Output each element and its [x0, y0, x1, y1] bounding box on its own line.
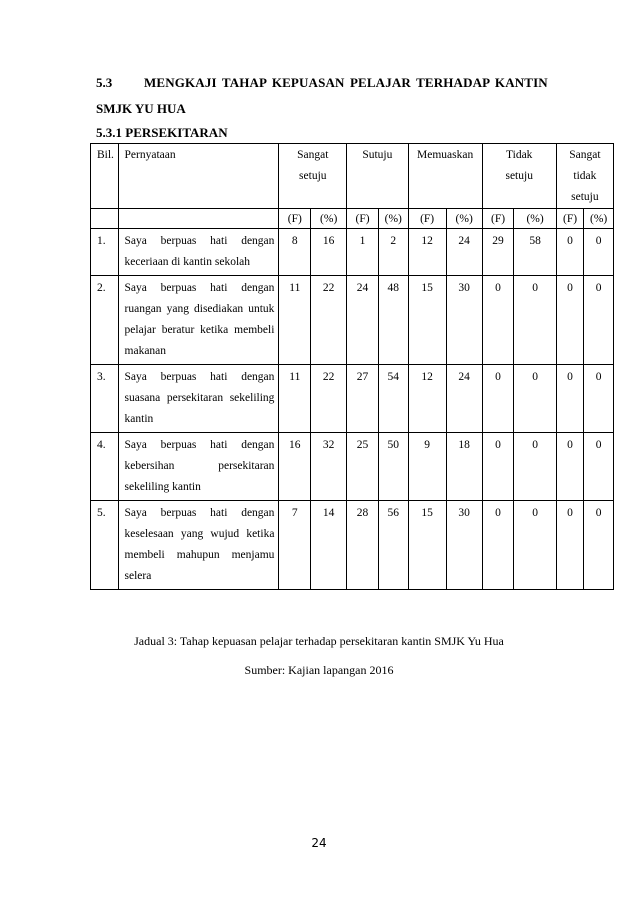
cell-value: 2	[378, 229, 408, 276]
table-source: Sumber: Kajian lapangan 2016	[244, 663, 394, 677]
table-caption: Jadual 3: Tahap kepuasan pelajar terhadap persekitaran kantin SMJK Yu Hua	[134, 634, 504, 648]
cell-value: 11	[279, 276, 311, 365]
cell-value: 50	[378, 433, 408, 501]
cell-value: 12	[408, 229, 446, 276]
subheader-pct: (%)	[378, 209, 408, 229]
cell-value: 7	[279, 501, 311, 590]
cell-value: 22	[311, 365, 347, 433]
subheader-pct: (%)	[514, 209, 556, 229]
cell-value: 18	[446, 433, 482, 501]
cell-value: 9	[408, 433, 446, 501]
cell-value: 0	[514, 433, 556, 501]
row-statement: Saya berpuas hati dengan ruangan yang disediakan untuk pelajar beratur ketika membeli makanan	[118, 276, 279, 365]
row-number: 3.	[91, 365, 119, 433]
row-statement: Saya berpuas hati dengan keceriaan di kantin sekolah	[118, 229, 279, 276]
cell-value: 56	[378, 501, 408, 590]
header-bil: Bil.	[91, 144, 119, 209]
cell-value: 30	[446, 501, 482, 590]
subheader-f: (F)	[279, 209, 311, 229]
cell-value: 0	[556, 365, 584, 433]
cell-value: 0	[482, 276, 514, 365]
cell-value: 32	[311, 433, 347, 501]
cell-value: 0	[584, 365, 614, 433]
header-statement: Pernyataan	[118, 144, 279, 209]
cell-value: 27	[347, 365, 379, 433]
cell-value: 0	[556, 276, 584, 365]
row-statement: Saya berpuas hati dengan keselesaan yang wujud ketika membeli mahupun menjamu selera	[118, 501, 279, 590]
cell-value: 0	[514, 365, 556, 433]
table-header-row	[91, 144, 614, 209]
cell-value: 24	[446, 229, 482, 276]
cell-value: 24	[446, 365, 482, 433]
row-number: 4.	[91, 433, 119, 501]
cell-value: 0	[482, 433, 514, 501]
subheader-pct: (%)	[446, 209, 482, 229]
section-title-line2: SMJK YU HUA	[96, 101, 186, 116]
table-row	[91, 433, 614, 501]
section-title-line1: MENGKAJI TAHAP KEPUASAN PELAJAR TERHADAP KANTIN	[144, 75, 548, 90]
cell-value: 11	[279, 365, 311, 433]
row-statement: Saya berpuas hati dengan suasana persekitaran sekeliling kantin	[118, 365, 279, 433]
section-number: 5.3	[96, 75, 113, 90]
cell-value: 8	[279, 229, 311, 276]
subheader-f: (F)	[482, 209, 514, 229]
cell-value: 0	[584, 433, 614, 501]
subheader-f: (F)	[556, 209, 584, 229]
cell-value: 16	[311, 229, 347, 276]
cell-value: 0	[584, 276, 614, 365]
cell-value: 0	[584, 501, 614, 590]
cell-value: 0	[556, 433, 584, 501]
subheader-f: (F)	[408, 209, 446, 229]
section-heading	[96, 75, 548, 91]
cell-value: 15	[408, 276, 446, 365]
cell-value: 25	[347, 433, 379, 501]
row-number: 5.	[91, 501, 119, 590]
header-tidak-setuju: Tidak setuju	[482, 144, 556, 209]
header-setuju: Sutuju	[347, 144, 408, 209]
page-number: 24	[311, 836, 327, 850]
header-sangat-setuju: Sangat setuju	[279, 144, 347, 209]
satisfaction-table	[90, 143, 614, 590]
cell-value: 0	[514, 501, 556, 590]
cell-value: 58	[514, 229, 556, 276]
table-subheader-row	[91, 209, 614, 229]
table-row	[91, 365, 614, 433]
subsection-heading: 5.3.1 PERSEKITARAN	[96, 125, 228, 140]
table-row	[91, 501, 614, 590]
cell-value: 16	[279, 433, 311, 501]
cell-value: 0	[556, 501, 584, 590]
cell-value: 0	[584, 229, 614, 276]
cell-value: 28	[347, 501, 379, 590]
cell-value: 12	[408, 365, 446, 433]
subheader-pct: (%)	[311, 209, 347, 229]
cell-value: 0	[556, 229, 584, 276]
cell-value: 0	[482, 365, 514, 433]
table-row	[91, 229, 614, 276]
cell-value: 1	[347, 229, 379, 276]
cell-value: 54	[378, 365, 408, 433]
subheader-pct: (%)	[584, 209, 614, 229]
cell-value: 22	[311, 276, 347, 365]
cell-value: 0	[514, 276, 556, 365]
cell-value: 0	[482, 501, 514, 590]
table-row	[91, 276, 614, 365]
cell-value: 15	[408, 501, 446, 590]
row-number: 1.	[91, 229, 119, 276]
header-memuaskan: Memuaskan	[408, 144, 482, 209]
subheader-f: (F)	[347, 209, 379, 229]
cell-value: 29	[482, 229, 514, 276]
row-number: 2.	[91, 276, 119, 365]
row-statement: Saya berpuas hati dengan kebersihan persekitaran sekeliling kantin	[118, 433, 279, 501]
cell-value: 14	[311, 501, 347, 590]
cell-value: 24	[347, 276, 379, 365]
cell-value: 30	[446, 276, 482, 365]
cell-value: 48	[378, 276, 408, 365]
header-sangat-tidak-setuju: Sangat tidak setuju	[556, 144, 613, 209]
